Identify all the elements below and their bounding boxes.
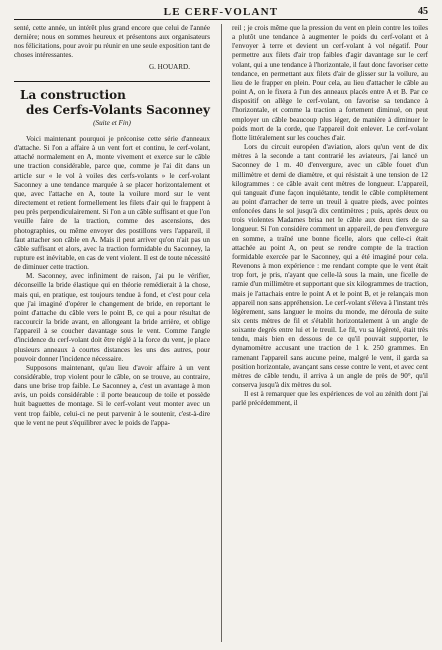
- previous-article-signature: G. HOUARD.: [148, 62, 190, 71]
- article-subtitle: (Suite et Fin): [93, 118, 131, 127]
- article-title-line-1: La construction: [20, 87, 126, 102]
- article-paragraph: Lors du circuit européen d'aviation, alors qu'un vent de dix mètres à la seconde a tant contrarié les aviateurs, j'ai lancé un Saconney de 1 m. 40 d'envergure, avec un câble fouet d'un millimètre et demi de diamètre, et qui résistait à une tension de 12 kilogrammes : ce câble avait cent mètres de longueur. L'appareil, qui tanguait d'une façon inquiétante, tendit le câble complètement au point d'arracher de terre un treuil à quatre pieds, avec pointes enfoncées dans le sol jusqu'à dix centimètres ; puis, après deux ou trois violentes Madames brisa net le câble aux deux tiers de sa longueur. Si l'on considère comment un appareil, de peu d'envergure en somme, a traîné une bonne ficelle, alors que celle-ci était attachée au point A, on peut se rendre compte de la traction formidable exercée par le Saconney, qui a été imaginé pour cela. Revenons à mon expérience : me rendant compte que le vent était trop fort, je pris, n'ayant que celle-là sous la main, une ficelle de ramie d'un millimètre et supportant que six kilogrammes de traction, mais je l'attachais entre le point A et le point B, et je relançais mon appareil non sans appréhension. Le cerf-volant s'éleva à l'instant très légèrement, sans languer le moins du monde, me déroula de suite six cents mètres de fil et s'établit horizontalement à un angle de soixante degrés entre lui et le treuil. Le fil, vu sa légèreté, était très tendu, mais bien en dessous de ce qu'il pouvait supporter, le dynamomètre accusant une traction de 1 k. 250 grammes. En ramenant l'appareil sans aucune peine, malgré le vent, il garda sa position horizontale, avançant sans cesse contre le vent, et avec cent mètres de câble tendu, il arriva à un angle de près de 90°, qu'il conserva jusqu'à dix mètres du sol.: [232, 143, 428, 390]
- article-paragraph: Supposons maintenant, qu'au lieu d'avoir affaire à un vent considérable, trop violent pour le câble, on se trouve, au contraire, dans une brise trop faible. Le Saconney a, c'est un avantage à mon avis, un poids considérable : il porte beaucoup de toile et possède huit baguettes de montage. Si le cerf-volant veut monter avec un vent trop faible, celui-ci ne peut parvenir à le soutenir, c'est-à-dire que le vent ne peut s'équilibrer avec le poids de l'appa-: [14, 363, 210, 427]
- article-paragraph: M. Saconney, avec infiniment de raison, j'ai pu le vérifier, déconseille la bride élastique qui en théorie remédierait à la chose, mais qui, en pratique, est toujours tendue à fond, et c'est pour cela que j'ai imaginé d'opérer le changement de bride, en reportant le point d'attache du câble vers le point B, ce qui a pour résultat de raccourcir la bride avant, en allongeant la bride arrière, et oblige l'appareil à se coucher davantage sous le vent. Comme l'angle d'incidence du cerf-volant doit être réglé à la force du vent, je place plusieurs anneaux à courtes distances les uns des autres, pour pouvoir donner l'incidence nécessaire.: [14, 272, 210, 363]
- column-divider: [221, 24, 222, 642]
- header-rule: [14, 19, 428, 20]
- article-title-line-2: des Cerfs-Volants Saconney: [25, 102, 210, 117]
- article-paragraph: Voici maintenant pourquoi je préconise cette série d'anneaux d'attache. Si l'on a affaire à un vent fort et continu, le cerf-volant, attaché normalement en A, monte vivement et exerce sur le câble une traction considérable, parce que, comme je l'ai dit dans un article sur « le vol à voiles des cerfs-volants » le cerf-volant Saconney a une tendance marquée à se placer horizontalement et que, avec l'attache en A, toute la voilure mord sur le vent directement et retient formellement les filets d'air qui le frappent à peu près perpendiculairement. Si l'on a un câble suffisant et que l'on veuille faire de la traction, comme des ascensions, des photographies, ou même envoyer des postillons vers l'appareil, il faut attacher son câble en A. Mais il peut arriver qu'on n'ait pas un câble suffisant et alors, avec la traction formidable du Saconney, la rupture est inévitable, en cas de vent violent. Il est de toute nécessité de diminuer cette traction.: [14, 134, 210, 272]
- article-paragraph: reil ; je crois même que la pression du vent en plein contre les toiles a plutôt une tendance à augmenter le poids du cerf-volant et à l'envoyer à terre et devient un cerf-volant à vol négatif. Pour permettre aux filets d'air trop faibles d'agir davantage sur le cerf volant, qui a une tendance à l'horizontale, il faut donc favoriser cette tendance, en permettant aux filets d'air de glisser sur la voilure, au lieu de le frapper en plein. Pour cela, au lieu d'attacher le câble au point A, on le fixera à l'un des anneaux placés entre A et B. Par ce dispositif on allège le cerf-volant, on favorise sa tendance à l'horizontale, et comme la traction a fortement diminué, on peut employer un câble beaucoup plus léger, de manière à diminuer le poids mort de la corde, que l'appareil doit enlever. Le cerf-volant flotte littéralement sur les couches d'air.: [232, 24, 428, 142]
- previous-article-text: senté, cette année, un intérêt plus grand encore que celui de l'année dernière; nous en sommes heureux et présentons aux organisateurs nos félicitations, pour avoir pu réunir en une seule exposition tant de choses intéressantes.: [14, 24, 210, 60]
- running-title: LE CERF-VOLANT: [163, 6, 279, 18]
- left-column: [14, 24, 210, 428]
- article-paragraph: Il est à remarquer que les expériences de vol au zénith dont j'ai parlé précédemment, il: [232, 390, 428, 408]
- right-column: [232, 24, 428, 409]
- page-number: 45: [418, 6, 428, 17]
- article-separator: [14, 81, 210, 82]
